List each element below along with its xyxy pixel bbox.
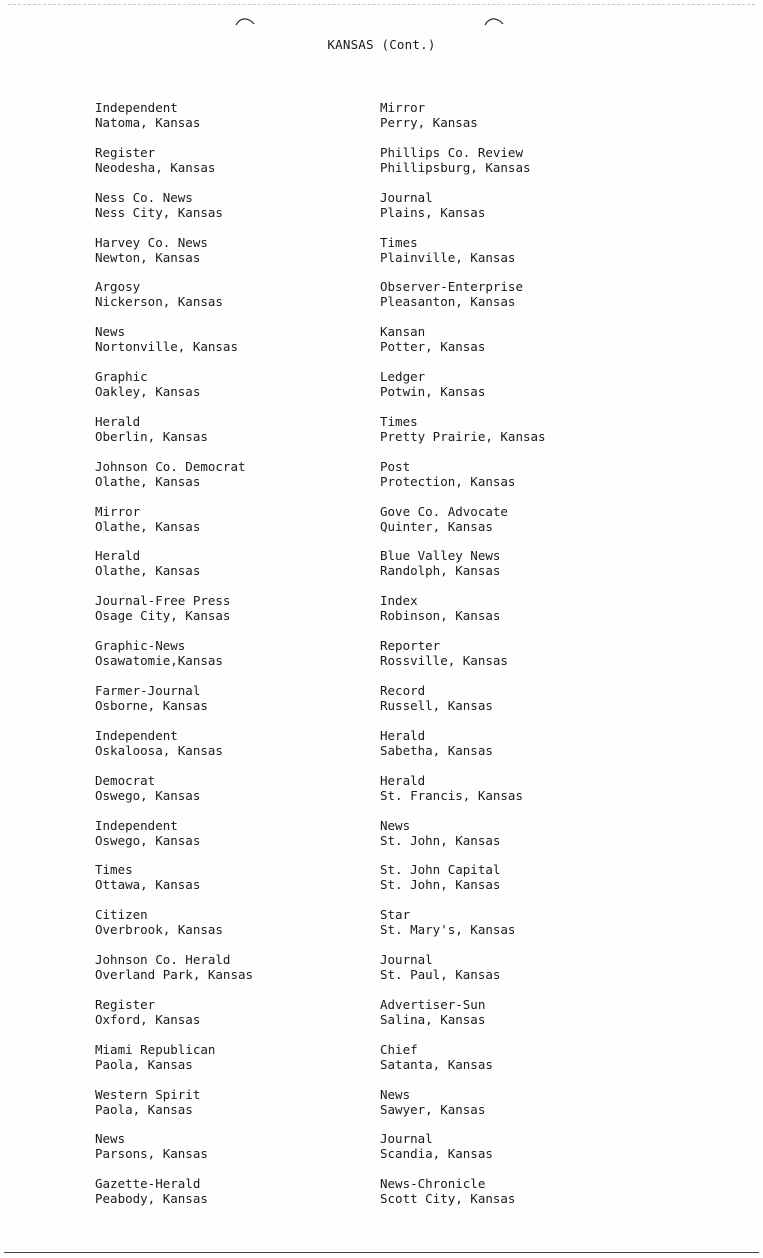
newspaper-location: Russell, Kansas [380, 697, 493, 713]
newspaper-entry [95, 1042, 253, 1087]
left-column [95, 100, 253, 1221]
right-column [380, 100, 546, 1221]
newspaper-name: Miami Republican [95, 1041, 216, 1057]
newspaper-location: Paola, Kansas [95, 1101, 193, 1117]
newspaper-location: Peabody, Kansas [95, 1191, 208, 1207]
newspaper-name: Reporter [380, 638, 441, 654]
newspaper-location: Oskaloosa, Kansas [95, 742, 223, 758]
newspaper-name: Kansan [380, 324, 426, 340]
newspaper-location: Robinson, Kansas [380, 608, 501, 624]
newspaper-entry [380, 459, 546, 504]
newspaper-name: Gazette-Herald [95, 1176, 201, 1192]
newspaper-entry [95, 952, 253, 997]
newspaper-entry [380, 324, 546, 369]
newspaper-entry [380, 593, 546, 638]
newspaper-entry [95, 190, 253, 235]
newspaper-location: Oberlin, Kansas [95, 428, 208, 444]
newspaper-location: Rossville, Kansas [380, 653, 508, 669]
newspaper-location: Scandia, Kansas [380, 1146, 493, 1162]
newspaper-entry [95, 414, 253, 459]
newspaper-name: Democrat [95, 772, 156, 788]
newspaper-location: Oakley, Kansas [95, 384, 201, 400]
newspaper-location: Oswego, Kansas [95, 832, 201, 848]
newspaper-location: Plains, Kansas [380, 204, 486, 220]
newspaper-location: Overland Park, Kansas [95, 967, 254, 983]
newspaper-entry [95, 593, 253, 638]
newspaper-location: Quinter, Kansas [380, 518, 493, 534]
newspaper-entry [95, 818, 253, 863]
newspaper-name: Argosy [95, 279, 141, 295]
newspaper-entry [380, 504, 546, 549]
newspaper-name: Western Spirit [95, 1086, 201, 1102]
newspaper-location: Salina, Kansas [380, 1011, 486, 1027]
newspaper-name: Mirror [95, 503, 141, 519]
newspaper-location: Potwin, Kansas [380, 384, 486, 400]
newspaper-name: Herald [95, 548, 141, 564]
newspaper-entry [380, 1131, 546, 1176]
newspaper-location: Phillipsburg, Kansas [380, 159, 531, 175]
newspaper-name: Register [95, 144, 156, 160]
newspaper-entry [380, 190, 546, 235]
newspaper-name: Johnson Co. Herald [95, 952, 231, 968]
newspaper-location: Overbrook, Kansas [95, 922, 223, 938]
newspaper-name: Herald [380, 772, 426, 788]
newspaper-name: Journal [380, 189, 433, 205]
newspaper-name: Herald [95, 413, 141, 429]
newspaper-entry [95, 1176, 253, 1221]
newspaper-entry [380, 100, 546, 145]
newspaper-location: Osage City, Kansas [95, 608, 231, 624]
newspaper-entry [380, 773, 546, 818]
newspaper-entry [95, 145, 253, 190]
newspaper-name: News [95, 1131, 126, 1147]
newspaper-entry [380, 1176, 546, 1221]
newspaper-location: Paola, Kansas [95, 1056, 193, 1072]
newspaper-location: Newton, Kansas [95, 249, 201, 265]
newspaper-location: St. Mary's, Kansas [380, 922, 516, 938]
newspaper-name: Gove Co. Advocate [380, 503, 508, 519]
newspaper-location: Randolph, Kansas [380, 563, 501, 579]
newspaper-entry [95, 459, 253, 504]
newspaper-entry [95, 324, 253, 369]
newspaper-entry [95, 773, 253, 818]
newspaper-entry [95, 369, 253, 414]
newspaper-entry [380, 1042, 546, 1087]
newspaper-entry [95, 862, 253, 907]
newspaper-entry [380, 369, 546, 414]
newspaper-location: Protection, Kansas [380, 473, 516, 489]
newspaper-name: Post [380, 458, 411, 474]
newspaper-entry [380, 548, 546, 593]
newspaper-location: St. Francis, Kansas [380, 787, 523, 803]
newspaper-name: Blue Valley News [380, 548, 501, 564]
newspaper-name: Harvey Co. News [95, 234, 208, 250]
newspaper-location: Potter, Kansas [380, 339, 486, 355]
newspaper-entry [380, 862, 546, 907]
newspaper-name: Independent [95, 100, 178, 115]
newspaper-location: Ottawa, Kansas [95, 877, 201, 893]
newspaper-name: Index [380, 593, 418, 609]
newspaper-name: News [380, 1086, 411, 1102]
newspaper-entry [95, 100, 253, 145]
newspaper-entry [380, 235, 546, 280]
newspaper-entry [95, 1131, 253, 1176]
newspaper-name: St. John Capital [380, 862, 501, 878]
newspaper-location: St. Paul, Kansas [380, 967, 501, 983]
newspaper-entry [95, 907, 253, 952]
newspaper-name: Chief [380, 1041, 418, 1057]
newspaper-name: Journal [380, 952, 433, 968]
newspaper-name: Times [380, 234, 418, 250]
newspaper-location: Pretty Prairie, Kansas [380, 428, 546, 444]
newspaper-entry [95, 638, 253, 683]
newspaper-entry [95, 279, 253, 324]
newspaper-name: Phillips Co. Review [380, 144, 523, 160]
newspaper-entry [95, 548, 253, 593]
newspaper-location: Osborne, Kansas [95, 697, 208, 713]
newspaper-entry [380, 638, 546, 683]
page-title: KANSAS (Cont.) [327, 37, 436, 52]
newspaper-location: Sabetha, Kansas [380, 742, 493, 758]
newspaper-name: Star [380, 907, 411, 923]
newspaper-location: Oxford, Kansas [95, 1011, 201, 1027]
newspaper-name: News [380, 817, 411, 833]
newspaper-location: Olathe, Kansas [95, 518, 201, 534]
newspaper-location: Natoma, Kansas [95, 115, 201, 130]
newspaper-entry [380, 683, 546, 728]
newspaper-name: Ledger [380, 369, 426, 385]
newspaper-name: News-Chronicle [380, 1176, 486, 1192]
newspaper-entry [380, 997, 546, 1042]
newspaper-entry [380, 279, 546, 324]
newspaper-entry [95, 504, 253, 549]
newspaper-location: Oswego, Kansas [95, 787, 201, 803]
newspaper-name: Graphic-News [95, 638, 186, 654]
newspaper-name: Independent [95, 727, 178, 743]
newspaper-entry [380, 818, 546, 863]
newspaper-name: Mirror [380, 100, 426, 115]
newspaper-location: Nortonville, Kansas [95, 339, 238, 355]
newspaper-entry [380, 952, 546, 997]
newspaper-name: Times [380, 413, 418, 429]
newspaper-location: St. John, Kansas [380, 877, 501, 893]
newspaper-name: Farmer-Journal [95, 682, 201, 698]
newspaper-entry [380, 414, 546, 459]
newspaper-name: Times [95, 862, 133, 878]
bottom-edge-divider [4, 1252, 759, 1253]
newspaper-entry [95, 728, 253, 773]
newspaper-name: Herald [380, 727, 426, 743]
newspaper-name: Journal-Free Press [95, 593, 231, 609]
newspaper-location: Olathe, Kansas [95, 563, 201, 579]
newspaper-name: Register [95, 996, 156, 1012]
newspaper-entry [380, 1087, 546, 1132]
newspaper-entry [380, 907, 546, 952]
newspaper-name: Ness Co. News [95, 189, 193, 205]
newspaper-entry [95, 1087, 253, 1132]
newspaper-entry [95, 235, 253, 280]
newspaper-location: Neodesha, Kansas [95, 159, 216, 175]
newspaper-location: Plainville, Kansas [380, 249, 516, 265]
newspaper-name: Johnson Co. Democrat [95, 458, 246, 474]
newspaper-entry [380, 728, 546, 773]
newspaper-name: Record [380, 682, 426, 698]
newspaper-entry [95, 683, 253, 728]
newspaper-entry [95, 997, 253, 1042]
newspaper-location: Satanta, Kansas [380, 1056, 493, 1072]
newspaper-location: Nickerson, Kansas [95, 294, 223, 310]
newspaper-name: Graphic [95, 369, 148, 385]
punch-mark-icon [483, 16, 505, 26]
punch-mark-icon [234, 16, 256, 26]
newspaper-location: Sawyer, Kansas [380, 1101, 486, 1117]
newspaper-location: Perry, Kansas [380, 115, 478, 130]
newspaper-name: News [95, 324, 126, 340]
newspaper-name: Independent [95, 817, 178, 833]
top-edge-divider [8, 4, 755, 5]
newspaper-location: St. John, Kansas [380, 832, 501, 848]
newspaper-entry [380, 145, 546, 190]
newspaper-location: Pleasanton, Kansas [380, 294, 516, 310]
newspaper-location: Ness City, Kansas [95, 204, 223, 220]
newspaper-name: Observer-Enterprise [380, 279, 523, 295]
newspaper-location: Parsons, Kansas [95, 1146, 208, 1162]
newspaper-location: Scott City, Kansas [380, 1191, 516, 1207]
newspaper-name: Journal [380, 1131, 433, 1147]
newspaper-location: Olathe, Kansas [95, 473, 201, 489]
newspaper-name: Citizen [95, 907, 148, 923]
newspaper-name: Advertiser-Sun [380, 996, 486, 1012]
newspaper-location: Osawatomie,Kansas [95, 653, 223, 669]
